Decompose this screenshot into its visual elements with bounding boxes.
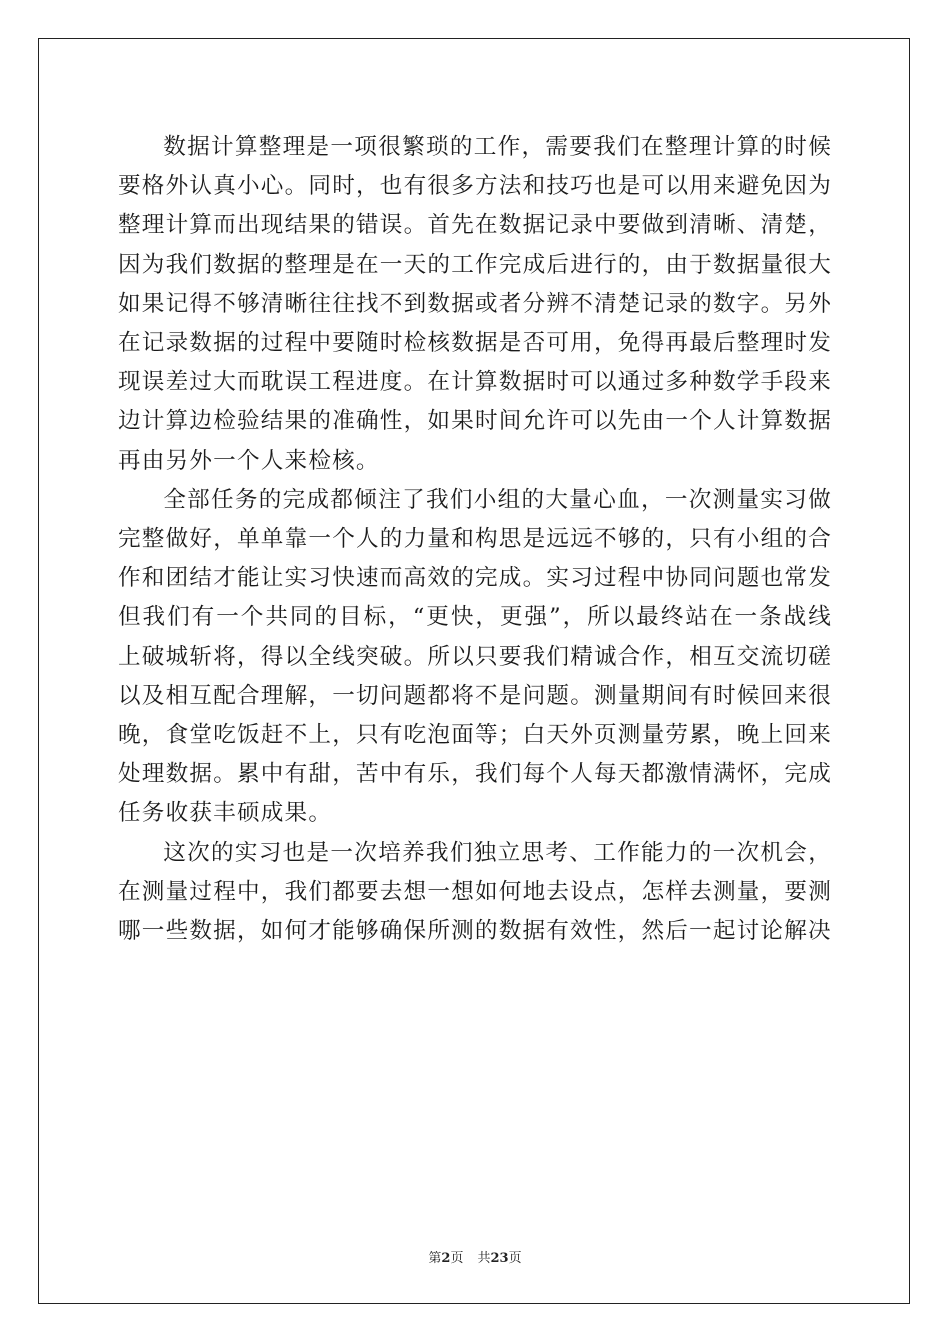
paragraph-1: 数据计算整理是一项很繁琐的工作，需要我们在整理计算的时候要格外认真小心。同时，也有很多方法和技巧也是可以用来避免因为整理计算而出现结果的错误。首先在数据记录中要做到清晰、清楚，因为我们数据的整理是在一天的工作完成后进行的，由于数据量很大如果记得不够清晰往往找不到数据或者分辨不清楚记录的数字。另外在记录数据的过程中要随时检核数据是否可用，免得再最后整理时发现误差过大而耽误工程进度。在计算数据时可以通过多种数学手段来边计算边检验结果的准确性，如果时间允许可以先由一个人计算数据再由另外一个人来检核。 bbox=[118, 134, 832, 474]
total-page-count: 23 bbox=[490, 1251, 509, 1266]
document-body bbox=[118, 128, 832, 951]
total-suffix: 页 bbox=[508, 1251, 522, 1266]
paragraph-3: 这次的实习也是一次培养我们独立思考、工作能力的一次机会，在测量过程中，我们都要去想一想如何地去设点，怎样去测量，要测哪一些数据，如何才能够确保所测的数据有效性，然后一起讨论解决 bbox=[118, 839, 832, 945]
page-footer bbox=[0, 1247, 950, 1266]
page-prefix: 第 bbox=[428, 1251, 442, 1266]
paragraph-2: 全部任务的完成都倾注了我们小组的大量心血，一次测量实习做完整做好，单单靠一个人的力量和构思是远远不够的，只有小组的合作和团结才能让实习快速而高效的完成。实习过程中协同问题也常发但我们有一个共同的目标，“更快，更强”，所以最终站在一条战线上破城斩将，得以全线突破。所以只要我们精诚合作，相互交流切磋以及相互配合理解，一切问题都将不是问题。测量期间有时候回来很晚，食堂吃饭赶不上，只有吃泡面等；白天外页测量劳累，晚上回来处理数据。累中有甜，苦中有乐，我们每个人每天都激情满怀，完成任务收获丰硕成果。 bbox=[118, 486, 832, 827]
page-suffix: 页 bbox=[450, 1251, 464, 1266]
current-page-number: 2 bbox=[441, 1251, 451, 1266]
total-prefix: 共 bbox=[477, 1251, 491, 1266]
